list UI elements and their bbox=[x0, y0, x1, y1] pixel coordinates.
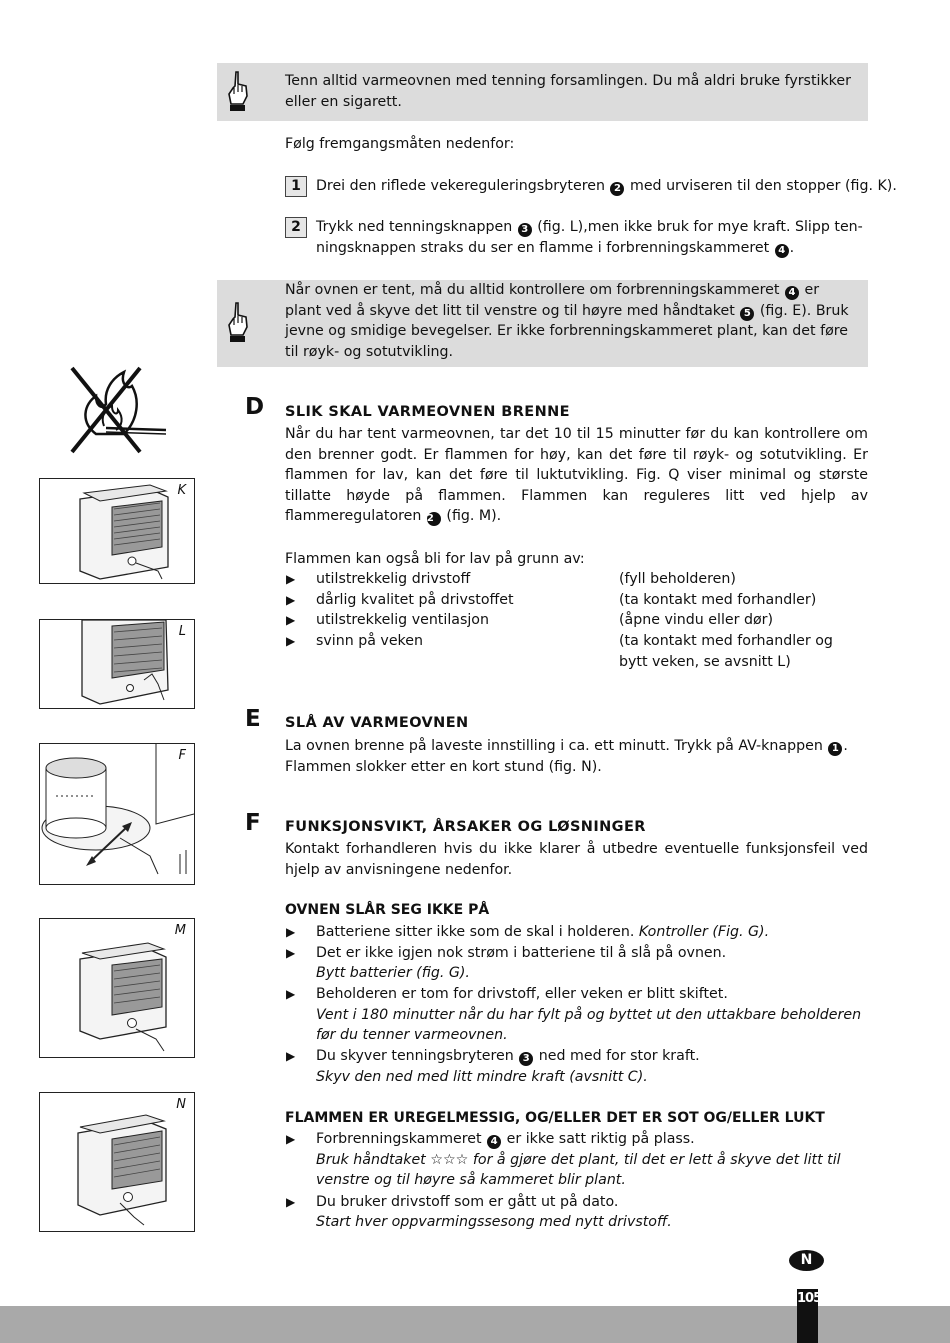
cause-3: utilstrekkelig ventilasjon bbox=[316, 612, 489, 628]
no-start-b4-pre: Du skyver tenningsbryteren bbox=[316, 1048, 514, 1064]
flame-remedy-1b bbox=[316, 1170, 626, 1191]
subsection-title-irregular-flame: FLAMMEN ER UREGELMESSIG, OG/ELLER DET ER SOT OG/ELLER LUKT bbox=[285, 1110, 825, 1126]
heater-illustration-icon bbox=[40, 1093, 194, 1231]
section-letter-f: F bbox=[245, 810, 261, 836]
figure-label-f: F bbox=[178, 748, 186, 763]
badge-2-icon: 2 bbox=[610, 182, 624, 196]
fix-1: (fyll beholderen) bbox=[619, 571, 736, 587]
section-title-e: SLÅ AV VARMEOVNEN bbox=[285, 715, 469, 731]
badge-3-icon: 3 bbox=[518, 223, 532, 237]
no-start-cause-4 bbox=[316, 1046, 700, 1067]
no-start-remedy-4 bbox=[316, 1067, 648, 1088]
flame-remedy-1a bbox=[316, 1150, 841, 1171]
fix-4-cont: bytt veken, se avsnitt L) bbox=[619, 654, 791, 670]
bullet-arrow-icon: ▶ bbox=[286, 1195, 296, 1209]
page-number: 105 bbox=[797, 1291, 822, 1306]
section-e-l1-post: . bbox=[843, 738, 848, 754]
note2-l2-post: (fig. E). Bruk bbox=[759, 302, 849, 319]
figure-l bbox=[39, 619, 195, 709]
badge-2-icon: 2 bbox=[427, 512, 441, 526]
figure-f bbox=[39, 743, 195, 885]
note2-line2 bbox=[285, 301, 868, 322]
cause-2: dårlig kvalitet på drivstoffet bbox=[316, 592, 514, 608]
note2-line1 bbox=[285, 280, 868, 301]
section-letter-e: E bbox=[245, 706, 261, 732]
section-e-l1-pre: La ovnen brenne på laveste innstilling i ca. ett minutt. Trykk på AV-knappen bbox=[285, 738, 823, 754]
step2-line2 bbox=[316, 238, 794, 259]
pointing-hand-icon bbox=[225, 70, 251, 114]
badge-1-icon: 1 bbox=[828, 742, 842, 756]
step2-l1-pre: Trykk ned tenningsknappen bbox=[316, 219, 513, 235]
no-start-cause-2: Det er ikke igjen nok strøm i batteriene til å slå på ovnen. bbox=[316, 945, 727, 961]
bullet-arrow-icon: ▶ bbox=[286, 987, 296, 1001]
bullet-arrow-icon: ▶ bbox=[286, 593, 296, 607]
note1-line2: eller en sigarett. bbox=[285, 93, 402, 110]
note2-l1-post: er bbox=[804, 282, 820, 298]
section-f-paragraph: Kontakt forhandleren hvis du ikke klarer å utbedre eventuelle funksjonsfeil ved hjelp av anvisningene nedenfor. bbox=[285, 841, 868, 878]
no-start-b3-remedy2: før du tenner varmeovnen. bbox=[316, 1027, 508, 1043]
section-d-paragraph bbox=[285, 424, 868, 527]
bullet-arrow-icon: ▶ bbox=[286, 613, 296, 627]
step-number-2: 2 bbox=[285, 217, 307, 238]
note2-l2-pre: plant ved å skyve det litt til venstre og til høyre med håndtaket bbox=[285, 302, 735, 319]
no-start-b1: Batteriene sitter ikke som de skal i holderen. bbox=[316, 924, 635, 940]
no-start-b1-remedy: Kontroller (Fig. G). bbox=[638, 924, 770, 940]
bullet-arrow-icon: ▶ bbox=[286, 946, 296, 960]
bullet-arrow-icon: ▶ bbox=[286, 925, 296, 939]
step2-line1 bbox=[316, 217, 863, 238]
figure-label-k: K bbox=[177, 483, 186, 498]
section-e-line1 bbox=[285, 736, 848, 757]
step1-pre: Drei den riflede vekereguleringsbryteren bbox=[316, 178, 605, 194]
fix-3: (åpne vindu eller dør) bbox=[619, 612, 774, 628]
combustion-chamber-illustration-icon bbox=[40, 744, 194, 884]
no-start-b4-post: ned med for stor kraft. bbox=[538, 1048, 700, 1064]
figure-n bbox=[39, 1092, 195, 1232]
pointing-hand-icon bbox=[225, 301, 251, 345]
no-start-b3-remedy1: Vent i 180 minutter når du har fylt på og byttet ut den uttakbare beholderen bbox=[316, 1007, 862, 1023]
section-title-f: FUNKSJONSVIKT, ÅRSAKER OG LØSNINGER bbox=[285, 819, 646, 835]
section-d-causes-intro: Flammen kan også bli for lav på grunn av: bbox=[285, 551, 585, 567]
step2-l1-post: (fig. L),men ikke bruk for mye kraft. Slipp ten- bbox=[537, 219, 863, 235]
fix-4: (ta kontakt med forhandler og bbox=[619, 633, 833, 649]
warning-note-ignition bbox=[217, 63, 868, 121]
no-start-cause-3: Beholderen er tom for drivstoff, eller veken er blitt skiftet. bbox=[316, 986, 728, 1002]
step2-l2-post: . bbox=[789, 240, 795, 256]
bullet-arrow-icon: ▶ bbox=[286, 634, 296, 648]
badge-4-icon: 4 bbox=[785, 286, 799, 300]
flame-c1-remedy2: venstre og til høyre så kammeret blir plant. bbox=[316, 1172, 626, 1188]
badge-3-icon: 3 bbox=[519, 1052, 533, 1066]
cause-1: utilstrekkelig drivstoff bbox=[316, 571, 471, 587]
no-start-cause-1 bbox=[316, 922, 769, 943]
flame-c1-pre: Forbrenningskammeret bbox=[316, 1131, 482, 1147]
flame-c1-remedy1: Bruk håndtaket ☆☆☆ for å gjøre det plant, til det er lett å skyve det litt til bbox=[316, 1152, 841, 1168]
heater-illustration-icon bbox=[40, 919, 194, 1057]
step-number-1: 1 bbox=[285, 176, 307, 197]
heater-illustration-icon bbox=[40, 620, 194, 708]
figure-m bbox=[39, 918, 195, 1058]
note1-line1: Tenn alltid varmeovnen med tenning forsamlingen. Du må aldri bruke fyrstikker bbox=[285, 73, 851, 89]
note2-line4: til røyk- og sotutvikling. bbox=[285, 343, 454, 360]
step1-post: med urviseren til den stopper (fig. K). bbox=[630, 178, 897, 194]
section-d-p1-post: (fig. M). bbox=[446, 508, 502, 525]
heater-illustration-icon bbox=[40, 479, 194, 583]
figure-label-m: M bbox=[174, 923, 186, 938]
figure-label-l: L bbox=[178, 624, 186, 639]
intro-text: Følg fremgangsmåten nedenfor: bbox=[285, 136, 515, 152]
no-start-b2-remedy: Bytt batterier (fig. G). bbox=[316, 965, 470, 981]
no-start-remedy-2 bbox=[316, 963, 470, 984]
section-e-line2: Flammen slokker etter en kort stund (fig. N). bbox=[285, 759, 602, 775]
no-start-b4-remedy: Skyv den ned med litt mindre kraft (avsnitt C). bbox=[316, 1069, 648, 1085]
no-start-remedy-3a bbox=[316, 1005, 861, 1026]
flame-c2-remedy: Start hver oppvarmingssesong med nytt drivstoff. bbox=[316, 1214, 672, 1230]
badge-4-icon: 4 bbox=[775, 244, 789, 258]
badge-4-icon: 4 bbox=[487, 1135, 501, 1149]
section-d-p1: Når du har tent varmeovnen, tar det 10 til 15 minutter før du kan kontrollere om den brenner godt. Er flammen for høy, kan det føre til røyk- og sotutvikling. Er flammen for lav, kan det føre til luktutvikling. Fig. Q viser minimal og største tillatte høyde på flammen. Flammen kan reguleres litt ved hjelp av flammeregulatoren bbox=[285, 426, 868, 525]
badge-5-icon: 5 bbox=[740, 307, 754, 321]
figure-k bbox=[39, 478, 195, 584]
language-badge: N bbox=[789, 1250, 824, 1271]
cause-4: svinn på veken bbox=[316, 633, 423, 649]
bullet-arrow-icon: ▶ bbox=[286, 1049, 296, 1063]
warning-note-combustion-chamber bbox=[217, 280, 868, 367]
subsection-title-no-start: OVNEN SLÅR SEG IKKE PÅ bbox=[285, 902, 490, 918]
section-letter-d: D bbox=[245, 394, 265, 420]
no-start-remedy-3b bbox=[316, 1025, 508, 1046]
step2-l2-pre: ningsknappen straks du ser en flamme i forbrenningskammeret bbox=[316, 240, 770, 256]
flame-cause-1 bbox=[316, 1129, 695, 1150]
figure-label-n: N bbox=[176, 1097, 186, 1112]
flame-c1-post: er ikke satt riktig på plass. bbox=[506, 1131, 695, 1147]
section-title-d: SLIK SKAL VARMEOVNEN BRENNE bbox=[285, 404, 570, 420]
flame-remedy-2 bbox=[316, 1212, 672, 1233]
fix-2: (ta kontakt med forhandler) bbox=[619, 592, 817, 608]
note2-l1-pre: Når ovnen er tent, må du alltid kontrollere om forbrenningskammeret bbox=[285, 282, 780, 298]
note2-line3: jevne og smidige bevegelser. Er ikke forbrenningskammeret plant, kan det føre bbox=[285, 323, 848, 340]
bullet-arrow-icon: ▶ bbox=[286, 1132, 296, 1146]
bullet-arrow-icon: ▶ bbox=[286, 572, 296, 586]
step1-text bbox=[316, 176, 897, 197]
flame-cause-2: Du bruker drivstoff som er gått ut på dato. bbox=[316, 1194, 619, 1210]
no-matches-icon bbox=[66, 364, 170, 456]
